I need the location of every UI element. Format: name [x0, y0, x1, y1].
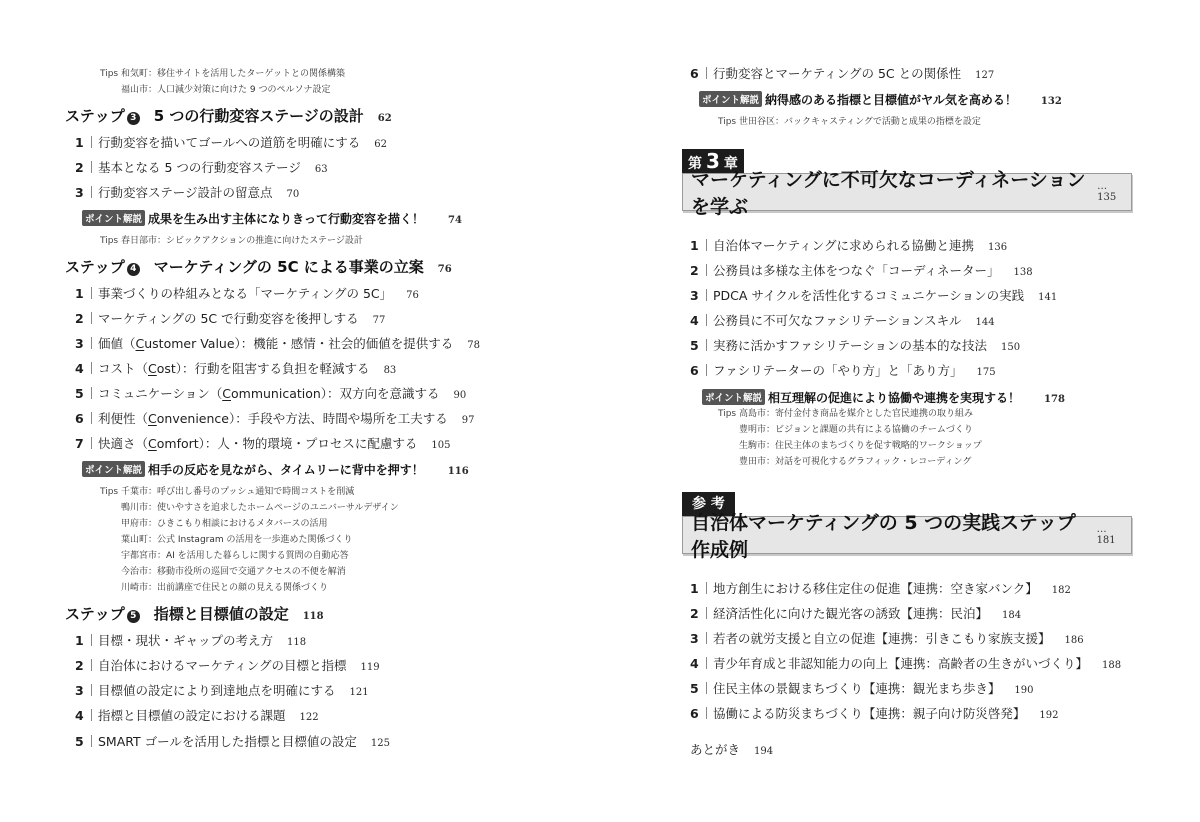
divider [91, 412, 92, 424]
page-number: 118 [302, 611, 324, 622]
item-number: 2 [75, 160, 84, 175]
toc-item[interactable] [75, 409, 474, 427]
divider [91, 709, 92, 721]
item-title: PDCA サイクルを活性化するコミュニケーションの実践 [713, 288, 1025, 303]
tips-entry [121, 82, 330, 95]
toc-item[interactable] [690, 629, 1084, 647]
item-number: 2 [75, 311, 84, 326]
divider [91, 287, 92, 299]
point-title: 成果を生み出す主体になりきって行動変容を描く！ [148, 212, 425, 226]
divider [706, 632, 707, 644]
item-title: 青少年育成と非認知能力の向上【連携：高齢者の生きがいづくり】 [713, 656, 1089, 671]
item-title: コミュニケーション（Communication）：双方向を意識する [98, 386, 440, 401]
item-number: 1 [75, 633, 84, 648]
item-title: 公務員に不可欠なファシリテーションスキル [713, 313, 962, 328]
chapter-title: マーケティングに不可欠なコーディネーションを学ぶ [691, 169, 1086, 218]
page-number: 119 [360, 662, 380, 673]
point-commentary[interactable] [82, 461, 469, 478]
divider [91, 387, 92, 399]
page-number: 127 [975, 70, 995, 81]
item-number: 1 [75, 135, 84, 150]
item-number: 5 [75, 734, 84, 749]
page-number: 136 [988, 242, 1008, 253]
point-badge: ポイント解説 [82, 461, 145, 477]
item-title: 協働による防災まちづくり【連携：親子向け防災啓発】 [713, 706, 1026, 721]
item-title: 事業づくりの枠組みとなる「マーケティングの 5C」 [98, 286, 393, 301]
tips-entry [739, 422, 973, 435]
item-number: 5 [690, 338, 699, 353]
page-number: 116 [447, 466, 469, 477]
page-number: 184 [1002, 610, 1022, 621]
page-number: 77 [372, 315, 386, 326]
step-label: ステップ [65, 258, 125, 276]
tips-label: Tips [718, 409, 737, 419]
page-number: 144 [975, 317, 995, 328]
toc-item[interactable] [690, 336, 1020, 354]
chapter-label-suffix: 章 [723, 156, 738, 172]
afterword-title: あとがき [690, 742, 741, 757]
divider [91, 161, 92, 173]
point-badge: ポイント解説 [702, 389, 765, 405]
toc-item[interactable] [690, 679, 1033, 697]
item-title: 若者の就労支援と自立の促進【連携：引きこもり家族支援】 [713, 631, 1051, 646]
item-number: 3 [75, 336, 84, 351]
item-number: 6 [690, 66, 699, 81]
tips-text: 豊田市：対話を可視化するグラフィック・レコーディング [739, 457, 972, 467]
item-title: 行動変容とマーケティングの 5C との関係性 [713, 66, 962, 81]
page-number: 78 [467, 340, 481, 351]
page-number: 74 [448, 215, 462, 226]
page-number: …135 [1097, 181, 1117, 203]
item-title: 実務に活かすファシリテーションの基本的な技法 [713, 338, 988, 353]
page-number: …181 [1096, 524, 1116, 546]
step-heading-5[interactable] [65, 603, 324, 624]
toc-item[interactable] [690, 311, 995, 329]
page-number: 141 [1038, 292, 1058, 303]
page-number: 70 [286, 189, 300, 200]
tips-text: 今治市：移動市役所の巡回で交通アクセスの不便を解消 [121, 567, 346, 577]
toc-item[interactable] [75, 706, 319, 724]
toc-item[interactable] [75, 334, 480, 352]
tips-entry [121, 500, 399, 513]
divider [91, 186, 92, 198]
divider [706, 582, 707, 594]
chapter-number: 3 [706, 149, 720, 173]
item-title: マーケティングの 5C で行動変容を後押しする [98, 311, 359, 326]
toc-item[interactable] [75, 133, 387, 151]
item-title: コスト（Cost）：行動を阻害する負担を軽減する [98, 361, 370, 376]
divider [706, 289, 707, 301]
page-number: 125 [370, 738, 390, 749]
item-title: 住民主体の景観まちづくり【連携：観光まち歩き】 [713, 681, 1001, 696]
item-number: 2 [690, 263, 699, 278]
toc-item[interactable] [75, 681, 369, 699]
tips-text: 高島市：寄付金付き商品を媒介とした官民連携の取り組み [739, 409, 974, 419]
tips-text: 豊明市：ビジョンと課題の共有による協働のチームづくり [739, 425, 973, 435]
item-number: 6 [75, 411, 84, 426]
page-number: 182 [1051, 585, 1071, 596]
item-number: 6 [690, 706, 699, 721]
item-title: 基本となる 5 つの行動変容ステージ [98, 160, 301, 175]
step-number-circle: 4 [127, 263, 140, 276]
item-number: 4 [690, 656, 699, 671]
item-title: 行動変容を描いてゴールへの道筋を明確にする [98, 135, 361, 150]
item-number: 4 [75, 708, 84, 723]
toc-item[interactable] [75, 183, 299, 201]
toc-item[interactable] [690, 704, 1058, 722]
page-number: 186 [1064, 635, 1084, 646]
step-label: ステップ [65, 605, 125, 623]
toc-item[interactable] [690, 261, 1033, 279]
item-title: SMART ゴールを活用した指標と目標値の設定 [98, 734, 357, 749]
tips-text: 世田谷区：バックキャスティングで活動と成果の指標を設定 [739, 117, 981, 127]
divider [706, 657, 707, 669]
toc-item[interactable] [690, 64, 994, 82]
toc-item[interactable] [690, 236, 1007, 254]
item-number: 3 [75, 185, 84, 200]
item-title: 指標と目標値の設定における課題 [98, 708, 286, 723]
page-number: 62 [374, 139, 387, 150]
step-number-circle: 3 [127, 112, 140, 125]
step-label: ステップ [65, 107, 125, 125]
step-title: マーケティングの 5C による事業の立案 [153, 258, 424, 276]
tips-entry [100, 66, 345, 79]
toc-item[interactable] [75, 656, 380, 674]
item-title: 利便性（Convenience）：手段や方法、時間や場所を工夫する [98, 411, 448, 426]
toc-item[interactable] [75, 434, 451, 452]
tips-entry [718, 114, 981, 127]
tips-text: 川崎市：出前講座で住民との顔の見える関係づくり [121, 583, 329, 593]
point-commentary[interactable] [82, 210, 462, 227]
chapter-label-prefix: 第 [688, 156, 702, 172]
tips-entry [739, 438, 982, 451]
toc-item[interactable] [75, 732, 390, 750]
divider [706, 314, 707, 326]
step-number-circle: 5 [127, 610, 140, 623]
item-number: 3 [690, 288, 699, 303]
page-number: 150 [1001, 342, 1021, 353]
toc-item[interactable] [690, 579, 1071, 597]
step-title: 5 つの行動変容ステージの設計 [153, 107, 364, 125]
toc-item[interactable] [75, 309, 385, 327]
item-title: 自治体におけるマーケティングの目標と指標 [98, 658, 347, 673]
divider [706, 707, 707, 719]
tips-text: 鴨川市：使いやすさを追求したホームページのユニバーサルデザイン [121, 503, 399, 513]
tips-text: 和気町：移住サイトを活用したターゲットとの関係構築 [121, 69, 346, 79]
page-number: 188 [1102, 660, 1122, 671]
tips-text: 生駒市：住民主体のまちづくりを促す戦略的ワークショップ [739, 441, 982, 451]
item-number: 3 [75, 683, 84, 698]
tips-text: 葉山町：公式 Instagram の活用を一歩進めた関係づくり [121, 535, 353, 545]
page-number: 121 [349, 687, 369, 698]
step-title: 指標と目標値の設定 [153, 605, 289, 623]
item-title: 自治体マーケティングに求められる協働と連携 [713, 238, 975, 253]
divider [706, 67, 707, 79]
divider [91, 735, 92, 747]
tips-label: Tips [718, 117, 737, 127]
divider [91, 337, 92, 349]
tips-entry [739, 454, 971, 467]
page-number: 175 [976, 367, 996, 378]
toc-item[interactable] [75, 384, 466, 402]
item-title: 目標値の設定により到達地点を明確にする [98, 683, 336, 698]
tips-entry [718, 406, 973, 419]
tips-entry [121, 580, 328, 593]
toc-item[interactable] [75, 359, 396, 377]
tips-label: Tips [100, 487, 119, 497]
divider [91, 659, 92, 671]
item-number: 1 [75, 286, 84, 301]
step-heading-4[interactable] [65, 256, 452, 277]
tips-label: Tips [100, 236, 119, 246]
point-commentary[interactable] [699, 91, 1062, 108]
item-number: 2 [690, 606, 699, 621]
item-number: 2 [75, 658, 84, 673]
page-number: 192 [1039, 710, 1059, 721]
divider [706, 264, 707, 276]
item-title: ファシリテーターの「やり方」と「あり方」 [713, 363, 963, 378]
divider [706, 339, 707, 351]
item-number: 5 [75, 386, 84, 401]
point-commentary[interactable] [702, 389, 1065, 406]
reference-title-box[interactable] [682, 512, 1132, 561]
tips-text: 春日部市：シビックアクションの推進に向けたステージ設計 [121, 236, 363, 246]
item-title: 経済活性化に向けた観光客の誘致【連携：民泊】 [713, 606, 989, 621]
chapter-title-box[interactable] [682, 169, 1132, 218]
tips-entry [121, 564, 346, 577]
page-number: 76 [437, 264, 452, 275]
point-badge: ポイント解説 [699, 91, 762, 107]
tips-entry [100, 484, 354, 497]
divider [91, 312, 92, 324]
step-heading-3[interactable] [65, 105, 392, 126]
reference-label-text: 参 考 [692, 496, 725, 512]
page-number: 62 [377, 113, 392, 124]
toc-item[interactable] [690, 604, 1021, 622]
point-title: 納得感のある指標と目標値がヤル気を高める！ [765, 93, 1017, 107]
item-title: 公務員は多様な主体をつなぐ「コーディネーター」 [713, 263, 1000, 278]
page-number: 190 [1014, 685, 1034, 696]
tips-entry [121, 532, 353, 545]
item-number: 4 [75, 361, 84, 376]
tips-text: 甲府市：ひきこもり相談におけるメタバースの活用 [121, 519, 328, 529]
divider [91, 437, 92, 449]
page-number: 97 [461, 415, 475, 426]
tips-entry [121, 548, 349, 561]
point-title: 相手の反応を見ながら、タイムリーに背中を押す！ [148, 463, 424, 477]
toc-item[interactable] [75, 631, 306, 649]
divider [91, 684, 92, 696]
toc-item[interactable] [690, 361, 996, 379]
page-number: 76 [406, 290, 419, 301]
page-number: 118 [287, 637, 307, 648]
divider [91, 136, 92, 148]
page-number: 105 [431, 440, 451, 451]
tips-text: 千葉市：呼び出し番号のプッシュ通知で時間コストを削減 [121, 487, 355, 497]
page-number: 178 [1044, 394, 1065, 405]
item-number: 7 [75, 436, 84, 451]
tips-text: 福山市：人口減少対策に向けた 9 つのペルソナ設定 [121, 85, 331, 95]
divider [706, 607, 707, 619]
item-title: 目標・現状・ギャップの考え方 [98, 633, 274, 648]
item-title: 価値（Customer Value）：機能・感情・社会的価値を提供する [98, 336, 454, 351]
divider [706, 682, 707, 694]
item-title: 行動変容ステージ設計の留意点 [98, 185, 273, 200]
item-number: 1 [690, 238, 699, 253]
point-title: 相互理解の促進により協働や連携を実現する！ [768, 391, 1021, 405]
tips-entry [121, 516, 327, 529]
tips-label: Tips [100, 69, 119, 79]
divider [91, 362, 92, 374]
toc-item[interactable] [75, 158, 328, 176]
toc-item[interactable] [690, 286, 1057, 304]
divider [706, 239, 707, 251]
tips-entry [100, 233, 363, 246]
page-number: 138 [1013, 267, 1033, 278]
divider [706, 364, 707, 376]
divider [91, 634, 92, 646]
point-badge: ポイント解説 [82, 210, 145, 226]
item-title: 地方創生における移住定住の促進【連携：空き家バンク】 [713, 581, 1038, 596]
tips-text: 宇都宮市：AI を活用した暮らしに関する質問の自動応答 [121, 551, 349, 561]
page-number: 90 [453, 390, 467, 401]
page-number: 194 [754, 746, 774, 757]
afterword-entry[interactable] [690, 740, 773, 758]
page-number: 83 [383, 365, 397, 376]
page-number: 63 [314, 164, 328, 175]
item-number: 5 [690, 681, 699, 696]
item-number: 3 [690, 631, 699, 646]
item-number: 6 [690, 363, 699, 378]
reference-title: 自治体マーケティングの 5 つの実践ステップ作成例 [691, 512, 1076, 561]
item-number: 1 [690, 581, 699, 596]
toc-item[interactable] [690, 654, 1121, 672]
item-number: 4 [690, 313, 699, 328]
page-number: 132 [1040, 96, 1062, 107]
page-number: 122 [299, 712, 319, 723]
item-title: 快適さ（Comfort）：人・物的環境・プロセスに配慮する [98, 436, 418, 451]
toc-item[interactable] [75, 284, 419, 302]
